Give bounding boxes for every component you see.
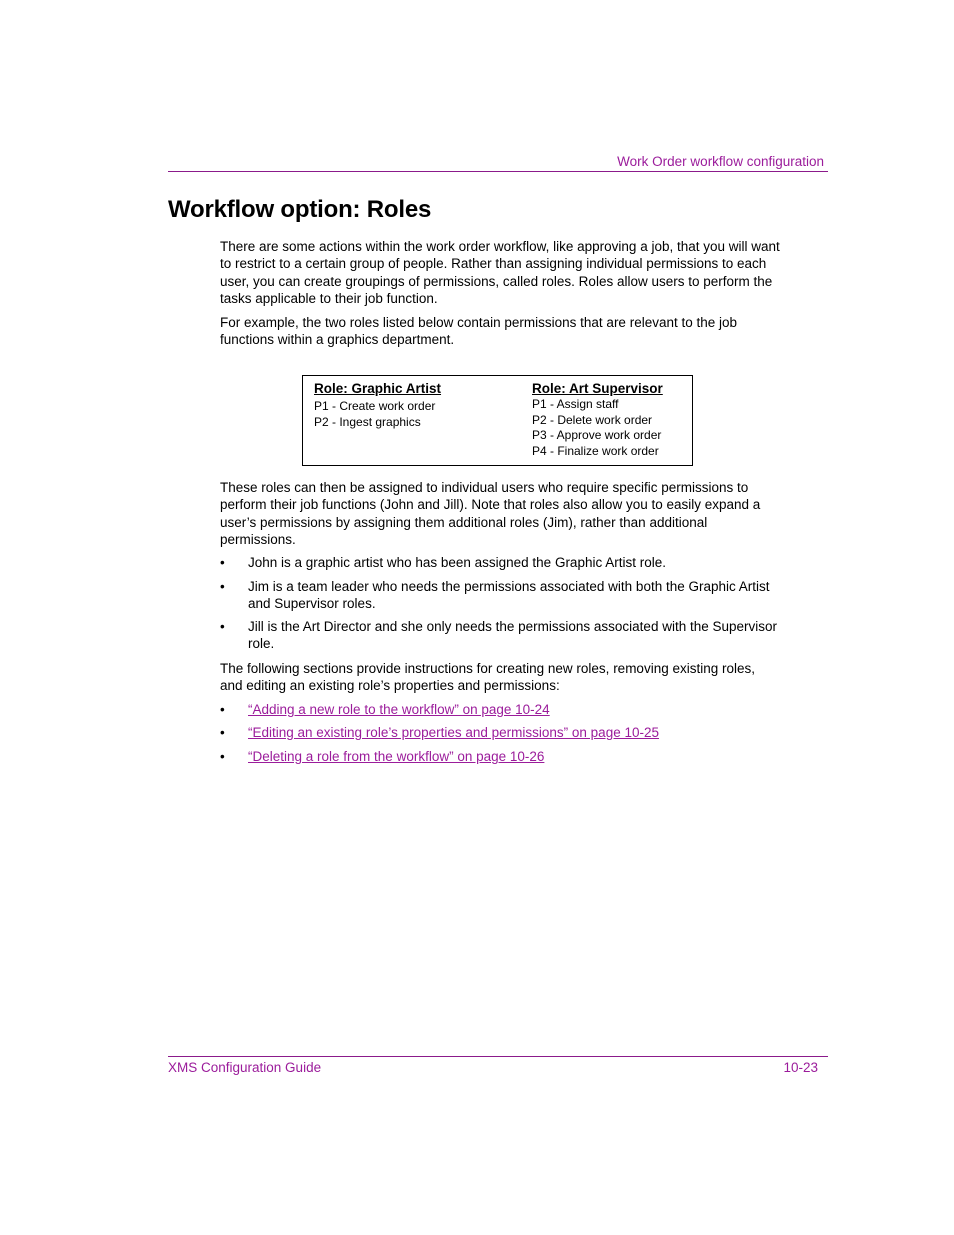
list-item-text: Jim is a team leader who needs the permissions associated with both the Graphic Artist and Supervisor roles. xyxy=(248,579,770,612)
bullet-icon: • xyxy=(220,725,225,740)
bullet-icon: • xyxy=(220,579,225,594)
link-adding-role[interactable]: “Adding a new role to the workflow” on page 10-24 xyxy=(248,702,550,717)
list-item-text: Jill is the Art Director and she only needs the permissions associated with the Supervisor role. xyxy=(248,619,778,652)
link-editing-role[interactable]: “Editing an existing role’s properties and permissions” on page 10-25 xyxy=(248,725,659,740)
role-art-supervisor xyxy=(532,381,663,459)
page-number: 10-23 xyxy=(783,1060,818,1075)
bullet-icon: • xyxy=(220,749,225,764)
bullet-icon: • xyxy=(220,555,225,570)
permission-item: P2 - Ingest graphics xyxy=(314,414,421,429)
page-title: Workflow option: Roles xyxy=(168,196,432,223)
header-divider xyxy=(168,171,828,172)
sections-paragraph: The following sections provide instructions for creating new roles, removing existing roles, and editing an existing role’s properties and permissions: xyxy=(220,661,755,694)
example-paragraph: For example, the two roles listed below contain permissions that are relevant to the job functions within a graphics department. xyxy=(220,315,738,348)
running-header: Work Order workflow configuration xyxy=(617,154,824,169)
permission-item: P2 - Delete work order xyxy=(532,412,653,427)
bullet-icon: • xyxy=(220,619,225,634)
permission-item: P1 - Assign staff xyxy=(532,397,619,411)
role-graphic-artist xyxy=(314,381,441,430)
roles-table xyxy=(302,375,693,466)
role-title: Role: Art Supervisor xyxy=(532,381,663,396)
permission-item: P3 - Approve work order xyxy=(532,428,662,442)
footer-divider xyxy=(168,1056,828,1057)
link-deleting-role[interactable]: “Deleting a role from the workflow” on page 10-26 xyxy=(248,749,545,764)
permission-item: P4 - Finalize work order xyxy=(532,443,659,458)
bullet-icon: • xyxy=(220,702,225,717)
list-item-text: John is a graphic artist who has been assigned the Graphic Artist role. xyxy=(248,555,666,570)
footer-guide-title: XMS Configuration Guide xyxy=(168,1060,322,1075)
role-title: Role: Graphic Artist xyxy=(314,381,442,396)
assignment-paragraph: These roles can then be assigned to individual users who require specific permissions to perform their job functions (John and Jill). Note that roles also allow you to easily expand a user’s permissions by assigning them additional roles (Jim), rather than additional permissions. xyxy=(220,480,761,547)
intro-paragraph: There are some actions within the work order workflow, like approving a job, that you will want to restrict to a certain group of people. Rather than assigning individual permissions to each user, you can create groupings of permissions, called roles. Roles allow users to perform the tasks applicable to their job function. xyxy=(220,239,780,306)
permission-item: P1 - Create work order xyxy=(314,399,436,413)
